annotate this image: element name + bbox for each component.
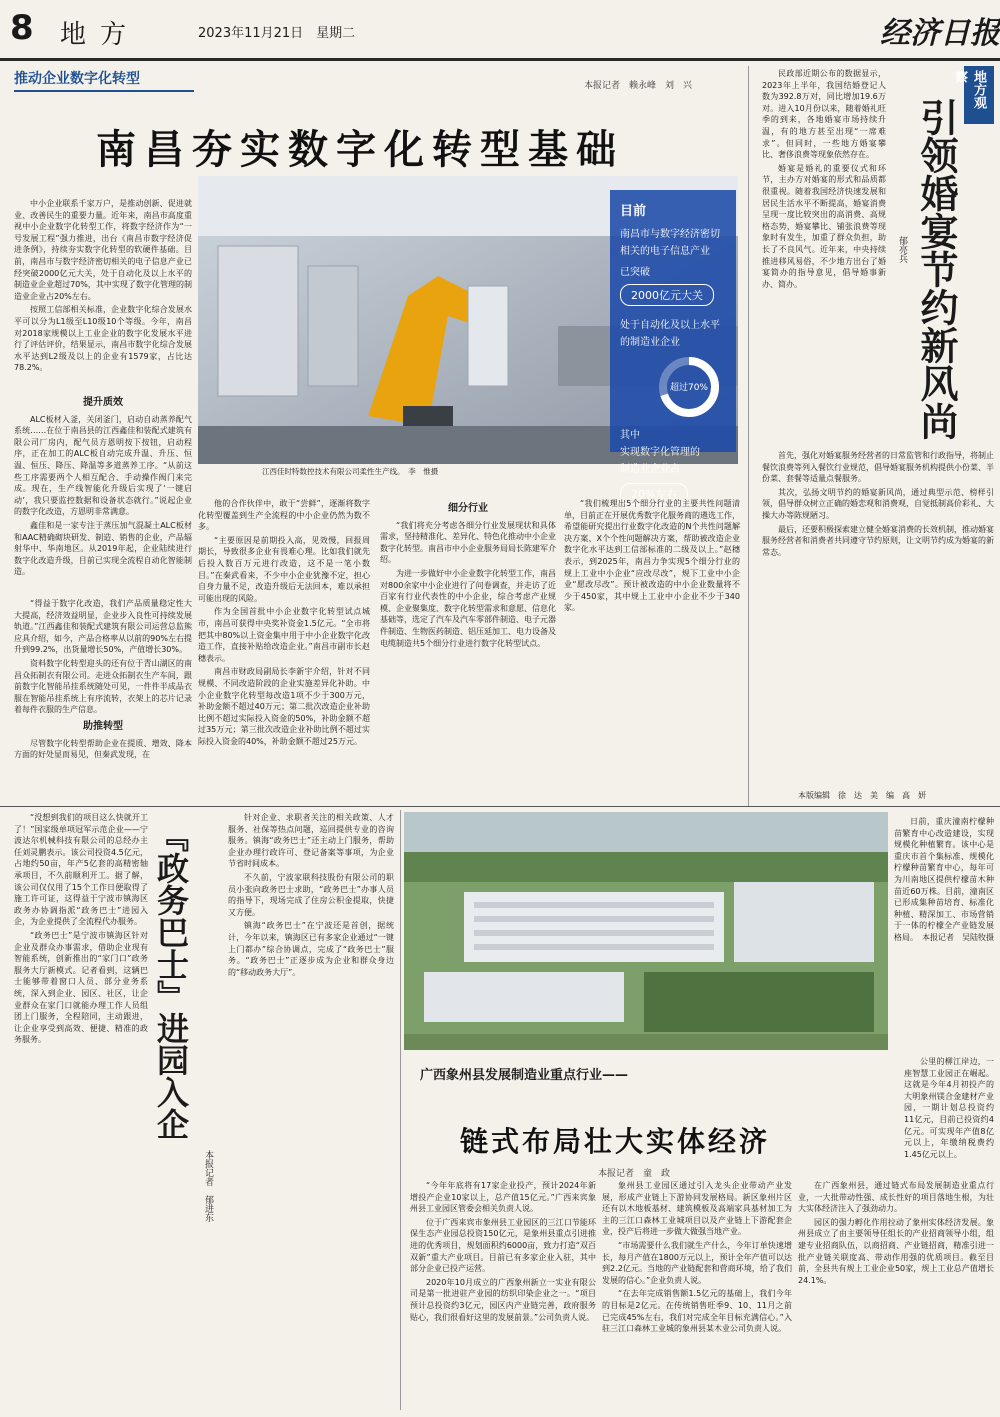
infobox-pill1: 已突破 (620, 267, 650, 278)
infobox-value1: 2000亿元大关 (620, 284, 714, 306)
infobox-value2: 超过70% (669, 383, 708, 393)
newspaper-logo: 经济日报 (880, 16, 1000, 51)
article1-sub1: 提升质效 (83, 397, 123, 408)
article3-body2: 位于广西来宾市象州县工业园区的三江口节能环保生态产业园总投资150亿元，是象州县重点引进推进的优秀项目，规划面积约6000亩，致力打造“双百双新”重大产业项目。目前已有多家企业入驻，其中部分企业已投产运营。 (410, 1217, 596, 1274)
article1-body8: “主要原因是前期投入高，见效慢，回报周期长，导致很多企业有畏难心理。比如我们就先后投入数百万元进行改造，这不是一笔小数目。”在秦武看来，不少中小企业犹豫不定，担心自身力量不足，改造升级后无法回本，难以承担可能出现的风险。 (198, 535, 370, 603)
article3-headline: 链式布局壮大实体经济 (460, 1125, 771, 1158)
article1-body12: 为进一步做好中小企业数字化转型工作，南昌对800余家中小企业进行了问卷调查，并走访了近百家有行业代表性的中小企业，综合考虑产业规模、企业聚集度、数字化转型需求和意愿、信息化基础等，选定了汽车及汽车零部件制造、电子元器件制造、生物医药制造、铝压延加工、电力设备及电缆制造共5个细分行业进行数字化转型试点。 (380, 568, 556, 648)
column-tag: 推动企业数字化转型 (14, 71, 140, 87)
infobox-line5: 其中 (620, 430, 640, 441)
article2-divider (400, 810, 401, 1410)
infobox-value3: 20%左右 (620, 483, 688, 505)
article2-body4: 不久前，宁波家联科技股份有限公司的职员小张向政务巴士求助，“政务巴士”办事人员的指导下，现场完成了住房公积金提取，快捷又方便。 (228, 872, 394, 917)
article2-body5: 镇海“政务巴士”在宁波还是首创，据统计，今年以来，镇海区已有多家企业通过“一键上门都办”综合协调点，完成了“政务巴士”服务。“政务巴士”正逐步成为企业和群众身边的“移动政务大厅”。 (228, 921, 394, 977)
commentary-body5: 最后，还要积极探索建立健全婚宴消费的长效机制，推动婚宴服务经营者和消费者共同遵守节约原则，让文明节约成为婚宴的新常态。 (762, 524, 994, 557)
article3-body3: 2020年10月成立的广西象州新立一实业有限公司是第一批进驻产业园的纺织印染企业之一。“项目预计总投资约3亿元，园区内产业链完善，政府服务贴心，我们很看好这里的发展前景。”公司负责人说。 (410, 1277, 596, 1322)
infobox-line3: 处于自动化及以上水平 (620, 320, 720, 331)
article3-body5: “市场需要什么我们就生产什么，今年订单快速增长，每月产值在1800万元以上，预计全年产值可以达到2.2亿元。当地的产业链配套和营商环境，给了我们发展的信心。”企业负责人说。 (602, 1240, 792, 1285)
article1-col1-mid (14, 392, 192, 596)
commentary-author: 郁亮兵 (897, 236, 907, 263)
article1-body1: 按照工信部相关标准，企业数字化综合发展水平可以分为L1级至L10级10个等级。今年，南昌对2018家规模以上工业企业的数字化发展水平进行了评估评价，结果显示，南昌市数字化综合发展水平达到L2级及以上的企业有1579家，占比达78.2%。 (14, 305, 192, 373)
article1-body11: “我们将充分考虑各细分行业发展现状和具体需求，坚持精准化、差异化、特色化推动中小企业数字化转型。南昌市中小企业服务局局长陈建军介绍。 (380, 520, 556, 565)
article2-headline: 『政务巴士』进园入企 (152, 820, 190, 1140)
section-name: 地方 (60, 20, 141, 50)
article3-body4: 象州县工业园区通过引入龙头企业带动产业发展，形成产业链上下游协同发展格局。新区象州片区还有以木地板基材、建筑模板及高端家具基材加工为主的三江口森林工业城项目以及产业链上下游配套企业，投产后将进一步做大做强当地产业。 (602, 1181, 792, 1237)
article3-byline: 本报记者 童 政 (598, 1169, 671, 1179)
commentary-body4: 其次，弘扬文明节约的婚宴新风尚，通过典型示范、榜样引领，倡导群众树立正确的婚恋观和消费观，自觉抵制高价彩礼、大操大办等陈规陋习。 (762, 487, 994, 520)
infobox-donut (654, 352, 724, 422)
infobox-title: 目前 (620, 204, 647, 219)
greenhouse-caption-text: 日前，重庆潼南柠檬种苗繁育中心改造建设，实现规模化种植繁育。该中心是重庆市首个集标准、规模化柠檬种苗繁育中心，每年可为川南地区提供柠檬苗木种苗近60万株。目前，潼南区已形成集种苗培育、标准化种植、精深加工、市场营销于一体的柠檬全产业链发展格局。 本报记者 吴陆牧摄 (894, 817, 994, 942)
article3-body7: 在广西象州县，通过链式布局发展制造业重点行业，一大批带动性强、成长性好的项目落地生根，为壮大实体经济注入了强劲动力。 (798, 1181, 994, 1214)
commentary-col-top (762, 68, 886, 446)
article1-col1-top (14, 198, 192, 386)
article1-byline: 本报记者 赖永峰 刘 兴 (584, 81, 693, 91)
article3-col3 (798, 1180, 994, 1414)
article3-body8: 公里的柳江岸边，一座智慧工业园正在崛起。这就是今年4月初投产的大明象州镁合金建材产业园，一期计划总投资约11亿元，目前已投资约4亿元。可实现年产值8亿元以上，年缴纳税费约1.45亿元以上。 (904, 1057, 994, 1159)
article3-kicker: 广西象州县发展制造业重点行业—— (420, 1068, 629, 1083)
commentary-col-bottom (762, 450, 994, 786)
article1-col3 (380, 498, 556, 798)
commentary-body2: 婚宴是婚礼的重要仪式和环节，主办方对婚宴的形式和品质都很重视。随着我国经济快速发展和居民生活水平不断提高，婚宴消费呈现一度比较突出的高消费、高规格态势，婚宴攀比、铺张浪费等现象时有发生，加重了群众负担，助长了不良风气。近年来，中央持续推进移风易俗，不少地方出台了婚宴简办的指导意见，倡导婚事新办、简办。 (762, 163, 886, 289)
infobox-line6: 实现数字化管理的 (620, 447, 700, 458)
article1-body3: 鑫佳和是一家专注于蒸压加气混凝土ALC板材和AAC精确砌块研发、制造、销售的企业，产品辐射华中、华南地区。从2019年起，企业陆续进行数字化改造升级，目前已实现全流程自动化智能制造。 (14, 520, 192, 577)
article1-sub2: 助推转型 (83, 720, 123, 732)
article2-byline: 本报记者 郁进东 (203, 1150, 213, 1222)
article2-col1 (14, 812, 148, 1412)
infobox-line2: 相关的电子信息产业 (620, 246, 710, 257)
greenhouse-photo (404, 812, 888, 1050)
header-rule (0, 58, 1000, 61)
greenhouse-photo-art (404, 812, 888, 1050)
page-editor-credit: 本版编辑 徐 达 美 编 高 妍 (798, 791, 926, 800)
column-tag-rule (14, 90, 194, 92)
article3-col2 (602, 1180, 792, 1414)
article1-body7: 他的合作伙伴中，敢于“尝鲜”，逐渐将数字化转型覆盖到生产全流程的中小企业仍然为数不多。 (198, 499, 370, 532)
article1-body6: 尽管数字化转型帮助企业在提质、增效、降本方面的好处显而易见，但秦武发现，在 (14, 738, 192, 760)
article1-body10: 南昌市财政局副局长李新宇介绍，针对不同规模、不同改造阶段的企业实施差异化补助。中小企业数字化转型每改造1项不少于300万元，补助金额不超过40万元；第二批次改造企业补助比例不超过实际投入资金的50%，补助金额不超过35万元；第三批次改造企业补助比例不超过实际投入资金的40%，补助金额不超过25万元。 (198, 667, 370, 746)
article1-col4 (564, 498, 740, 798)
article1-lead: 中小企业联系千家万户，是推动创新、促进就业、改善民生的重要力量。近年来，南昌市高度重视中小企业数字化转型工作，将数字经济作为“一号发展工程”强力推进，出台《南昌市数字经济促进条例》，持续夯实数字化转型的软硬件基础。目前，南昌市与数字经济密切相关的电子信息产业已经突破2000亿元大关，处于自动化及以上水平的制造业企业超过70%，其中实现了数字化管理的制造业企业占20%左右。 (14, 199, 192, 301)
page-number: 8 (10, 8, 34, 48)
article3-body1: “今年年底将有17家企业投产，预计2024年新增投产企业10家以上，总产值15亿元。”广西来宾象州县工业园区管委会相关负责人说。 (410, 1181, 596, 1214)
article1-body13: “我们梳理出5个细分行业的主要共性问题清单，目前正在开展优秀数字化服务商的遴选工作，希望能研究提出行业数字化改造的N个共性问题解决方案、X个个性问题解决方案，帮助被改造企业数字化水平达到工信部标准的二级及以上。”赵穗表示，到2025年，南昌力争实现5个细分行业的规上工业中小企业“应改尽改”，规下工业中小企业“愿改尽改”。预计被改造的中小企业数量将不少于450家，其中规上工业中小企业不少于340家。 (564, 499, 740, 613)
infobox-line1: 南昌市与数字经济密切 (620, 229, 720, 240)
article3-body6: “在去年完成销售额1.5亿元的基础上，我们今年的目标是2亿元。在传统销售旺季9、10、11月之前已完成45%左右，我们对完成全年目标充满信心。”入驻三江口森林工业城的象州县某木业公司负责人说。 (602, 1289, 792, 1334)
article1-body4: “得益于数字化改造，我们产品质量稳定性大大提高，经济效益明显，企业步入良性可持续发展轨道。”江西鑫佳和装配式建筑有限公司运营总监熊应具介绍，如今，产品合格率从以前的90%左右提升到99.2%，出货量增长50%，产值增长30%。 (14, 599, 192, 655)
article3-col1 (410, 1180, 596, 1414)
factory-photo-caption: 江西佳时特数控技术有限公司柔性生产线。 李 惟摄 (262, 467, 439, 476)
article3-col-top-right (904, 1056, 994, 1176)
commentary-label: 地方观察 (964, 66, 994, 124)
article1-body2: ALC板材入釜，关闭釜门，启动自动蒸养配气系统……在位于南昌县的江西鑫佳和装配式建筑有限公司厂房内，配气员方恩明按下按钮，启动程序，正在加工的ALC板自动完成升温、升压、恒温、恒压、降压、降温等多道蒸养工序。“从前这些工序需要两个人相互配合、手动操作阀门来完成。现在，生产线智能化升级后实现了‘一键启动’，我只要监控数据和设备状态就行。”说起企业的数字化改造，方恩明非常满意。 (14, 414, 192, 517)
commentary-title: 引领婚宴节约新风尚 (914, 98, 959, 440)
article2-body2: “政务巴士”是宁波市镇海区针对企业及群众办事需求，借助企业现有智能系统，创新推出的“家门口”政务服务大厅新模式。记者看到，这辆巴士能够带着窗口人员、部分业务系统，深入到企业、园区、社区，让企业群众在家门口就能办理工作人员组团上门服务，全程陪同，主动跟进，让企业享受到高效、便捷、精准的政务服务。 (14, 930, 148, 1045)
article2-body3: 针对企业、求职者关注的相关政策、人才服务、社保等热点问题，巡回提供专业的咨询服务。镇海“政务巴士”还主动上门服务，帮助企业办理行政许可、登记备案等事项，为企业节省时间成本。 (228, 813, 394, 869)
article3-body9: 园区的强力孵化作用拉动了象州实体经济发展。象州县成立了由主要领导任组长的产业招商领导小组，组建专业招商队伍，以商招商、产业链招商，精准引进一批产业链关联度高、带动作用强的优质项目。截至目前，全县共有规上工业企业50家，规上工业总产值增长24.1%。 (798, 1217, 994, 1285)
article1-body5: 资料数字化转型迎头的还有位于青山湖区的南昌众拓制衣有限公司。走进众拓制衣生产车间，跟前数字化智能吊挂系统随处可见，一件件半成品衣服在智能吊挂系统上有序流转，衣架上的芯片记录着每件衣服的生产信息。 (14, 658, 192, 715)
infobox-line4: 的制造业企业 (620, 337, 680, 348)
article1-sub3: 细分行业 (448, 503, 488, 514)
article1-body9: 作为全国首批中小企业数字化转型试点城市，南昌可获得中央奖补资金1.5亿元。“全市将把其中80%以上资金集中用于中小企业数字化改造工作，直接补贴给改造企业。”南昌市副市长赵穗表示。 (198, 607, 370, 663)
infobox-line7: 制造业企业占 (620, 464, 680, 475)
article2-col2 (228, 812, 394, 1412)
stats-infobox (610, 190, 736, 501)
column-divider (748, 66, 749, 806)
section-divider (0, 806, 1000, 807)
commentary-body3: 首先，强化对婚宴服务经营者的日常监管和行政指导，将制止餐饮浪费等列入餐饮行业规范，倡导婚宴服务机构提供小份菜、半份菜、套餐等适量点餐服务。 (762, 451, 994, 484)
issue-date: 2023年11月21日 星期二 (198, 26, 356, 41)
greenhouse-caption (894, 816, 994, 1052)
article2-body1: “没想到我们的项目这么快就开工了！”国家级单项冠军示范企业——宁波达尔机械科技有限公司的总经办主任刘灵鹏表示。该公司投资4.5亿元，占地约50亩，年产5亿套的高精密轴承项目，不久前顺利开工。据了解，该公司仅仅用了15个工作日便取得了施工许可证，这得益于宁波市镇海区政务办协调指派“政务巴士”进园入企，为企业提供了全流程代办服务。 (14, 813, 148, 927)
commentary-body1: 民政部近期公布的数据显示，2023年上半年，我国结婚登记人数为392.8万对，同比增加19.6万对。进入10月份以来，随着婚礼旺季的到来，各地婚宴市场持续升温，有的地方甚至出现“一席难求”。但同时，一些地方婚宴攀比、奢侈浪费等现象依然存在。 (762, 69, 886, 160)
article1-headline: 南昌夯实数字化转型基础 (96, 126, 624, 173)
